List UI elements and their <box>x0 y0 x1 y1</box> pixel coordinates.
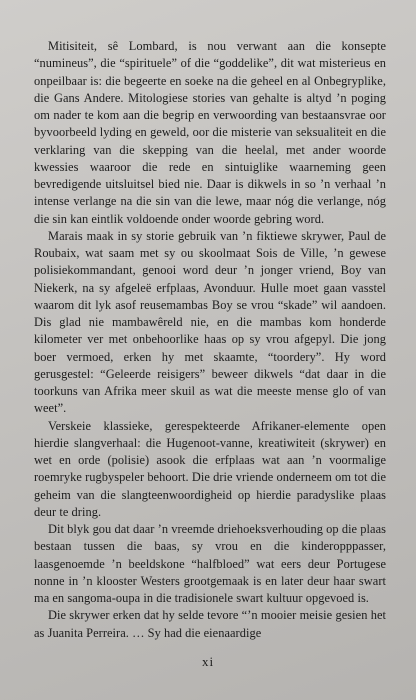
paragraph-marais: Marais maak in sy storie gebruik van ’n fiktiewe skrywer, Paul de Roubaix, wat saam met sy ou skoolmaat Sois de Ville, ’n gewese polisiekommandant, genooi word deur ’n jonger vriend, Boy van Niekerk, na sy afgeleë erfplaas, Avonduur. Hulle moet gaan vasstel waarom dit lyk asof reusemambas Boy se vrou “skade” wil aandoen. Dis glad nie mambawêreld nie, en die mambas kom honderde kilometer ver met onbehoorlike haas op sy vrou afgepyl. Die jong boer vermoed, erken hy met skaamte, “toordery”. Hy word gerusgestel: “Geleerde reisigers” beweer dikwels “dat daar in die toorkuns van Afrika meer skuil as wat die meeste mense glo of van weet”. <box>34 228 386 416</box>
page-number: xi <box>201 654 215 669</box>
paragraph-mitisiteit: Mitisiteit, sê Lombard, is nou verwant aan die konsepte “numineus”, die “spirituele” of die “goddelike”, dit wat misterieus en onpeilbaar is: die begeerte en soeke na die geheel en al Onbegryplike, die Gans Andere. Mitologiese stories van gehalte is altyd ’n poging om nader te kom aan die begrip en verwoording van bestaansvrae oor byvoorbeeld lyding en geweld, oor die misterie van seksualiteit en die verklaring van die skepping van die heelal, met ander woorde kwessies waaroor die rede en sintuiglike waarneming geen bevredigende uitsluitsel bied nie. Daar is dikwels in so ’n verhaal ’n intense verlange na die sin van die lewe, maar nóg die verlange, nóg die sin kan eintlik voldoende onder woorde gebring word. <box>34 39 386 226</box>
paragraph-verskeie: Verskeie klassieke, gerespekteerde Afrikaner-elemente open hierdie slangverhaal: die Hugenoot-vanne, kreatiwiteit (skrywer) en wet en orde (polisie) asook die erfplaas wat aan ’n voormalige roemryke rugbyspeler behoort. Die drie vriende onderneem om tot die geheim van die slangteenwoordigheid op hierdie paradyslike plaas deur te dring. <box>34 418 386 519</box>
paragraph-driehoeksverhouding: Dit blyk gou dat daar ’n vreemde driehoeksverhouding op die plaas bestaan tussen die baas, sy vrou en die kinderopppasser, laasgenoemde ’n beeldskone “halfbloed” wat eers deur Portugese nonne in ’n klooster Westers grootgemaak is en later deur haar swart ma en sangoma-oupa in die tradisionele swart kultuur opgevoed is. <box>34 522 386 605</box>
body-text <box>34 38 386 642</box>
paragraph-juanita: Die skrywer erken dat hy selde tevore “’n mooier meisie gesien het as Juanita Perreira. … Sy had die eienaardige <box>34 608 386 640</box>
